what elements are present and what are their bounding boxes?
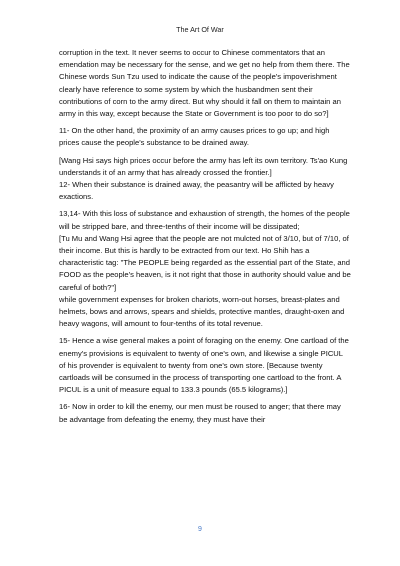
running-header: The Art Of War — [176, 25, 224, 34]
body-text — [59, 47, 351, 431]
paragraph-verse-16: 16- Now in order to kill the enemy, our men must be roused to anger; that there may be advantage from defeating the enemy, they must have their — [59, 402, 341, 424]
page-number: 9 — [198, 526, 202, 533]
paragraph-verse-15: 15- Hence a wise general makes a point of foraging on the enemy. One cartload of the enemy's provisions is equivalent to twenty of one's own, and likewise a single PICUL of his provender is equivalent to twenty from one's own store. [Because twenty cartloads will be consumed in the process of transporting one cartload to the front. A PICUL is a unit of measure equal to 133.3 pounds (65.5 kilograms).] — [59, 336, 349, 395]
paragraph-government-expenses: while government expenses for broken chariots, worn-out horses, breast-plates and helmets, bows and arrows, spears and shields, protective mantles, draught-oxen and heavy wagons, will amount to four-tenths of its total revenue. — [59, 294, 345, 329]
paragraph-verse-12: 12- When their substance is drained away, the peasantry will be afflicted by heavy exactions. — [59, 180, 334, 202]
paragraph-commentary-corruption: corruption in the text. It never seems to occur to Chinese commentators that an emendation may be necessary for the sense, and we get no help from them there. The Chinese words Sun Tzu used to indicate the cause of the people's impoverishment clearly have reference to some system by which the husbandmen sent their contributions of corn to the army direct. But why should it fall on them to maintain an army in this way, except because the State or Government is too poor to do so?] — [59, 48, 350, 119]
paragraph-commentary-tu-mu: [Tu Mu and Wang Hsi agree that the people are not mulcted not of 3/10, but of 7/10, of their income. But this is hardly to be extracted from our text. Ho Shih has a characteristic tag: "The PEOPLE being regarded as the essential part of the State, and FOOD as the people's heaven, is it not right that those in authority should value and be careful of both?"] — [59, 233, 351, 292]
paragraph-commentary-wang-hsi: [Wang Hsi says high prices occur before the army has left its own territory. Ts'ao Kung understands it of an army that has already crossed the frontier.] — [59, 155, 348, 177]
paragraph-verse-11: 11- On the other hand, the proximity of an army causes prices to go up; and high prices cause the people's substance to be drained away. — [59, 126, 330, 148]
paragraph-verse-13-14: 13,14- With this loss of substance and exhaustion of strength, the homes of the people will be stripped bare, and three-tenths of their income will be dissipated; — [59, 209, 350, 231]
